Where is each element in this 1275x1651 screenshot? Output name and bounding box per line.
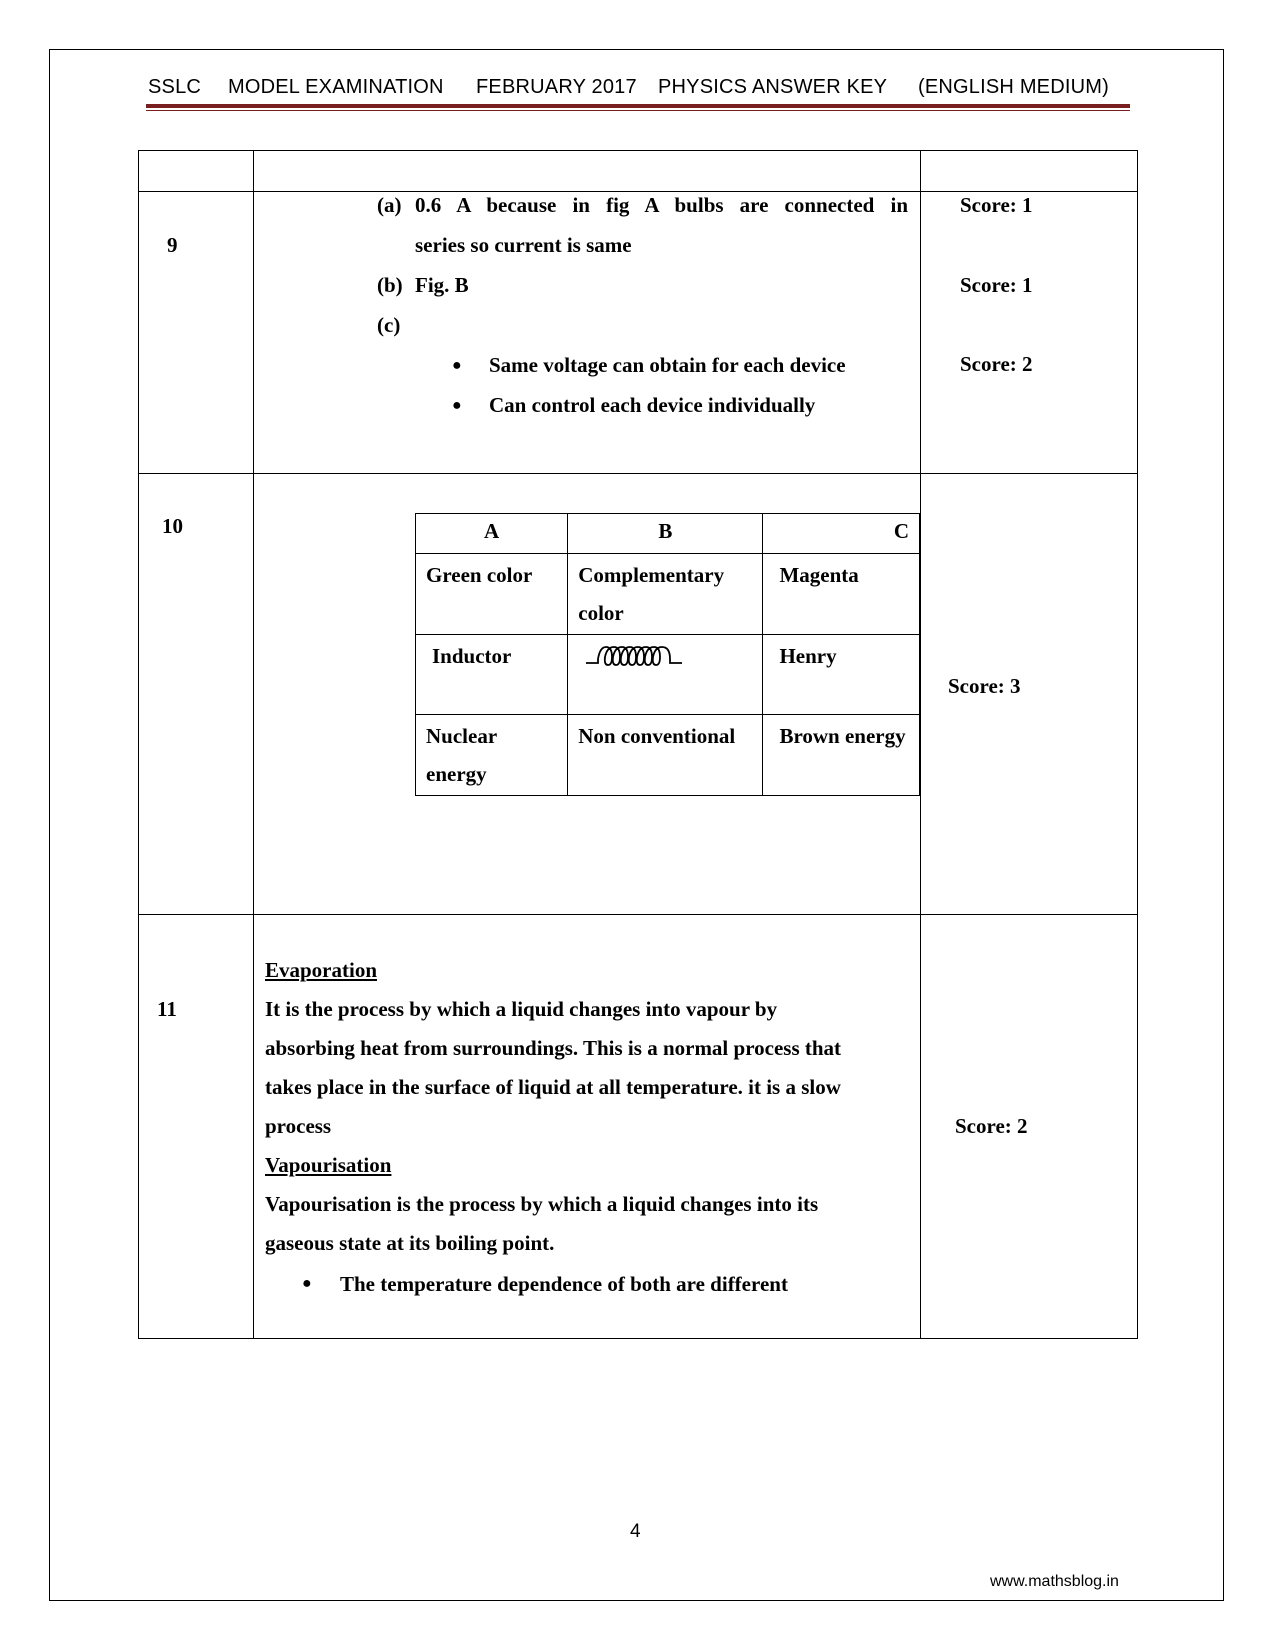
q11-para1-line: process [265, 1114, 332, 1138]
table-blank-cell [253, 150, 921, 192]
bullet-icon: ● [452, 357, 462, 374]
q11-para1-line: takes place in the surface of liquid at all temperature. it is a slow [265, 1075, 841, 1099]
q11-para2-line: gaseous state at its boiling point. [265, 1231, 555, 1255]
q9-number-cell [138, 191, 254, 474]
q9-c-label: (c) [377, 313, 401, 337]
q10-cell: Inductor [416, 635, 568, 715]
bullet-icon: ● [452, 397, 462, 414]
q11-score: Score: 2 [955, 1114, 1028, 1138]
bullet-icon: ● [302, 1275, 312, 1292]
q11-heading-vapourisation: Vapourisation [265, 1153, 392, 1177]
header-exam: SSLC [148, 76, 202, 98]
q9-a-line1: 0.6 A because in fig A bulbs are connected in [415, 193, 908, 217]
q9-score-a: Score: 1 [960, 193, 1033, 217]
header-medium: (ENGLISH MEDIUM) [918, 76, 1109, 98]
q9-score-b: Score: 1 [960, 273, 1033, 297]
q9-bullet-2: Can control each device individually [489, 393, 816, 417]
header-subject: PHYSICS ANSWER KEY [658, 76, 888, 98]
table-blank-cell [138, 150, 254, 192]
q11-bullet: The temperature dependence of both are different [340, 1272, 788, 1296]
q11-para1-line: It is the process by which a liquid changes into vapour by [265, 997, 778, 1021]
q10-score: Score: 3 [948, 674, 1021, 698]
q10-header-c: C [763, 514, 920, 554]
q9-b-text: Fig. B [415, 273, 469, 297]
q10-cell: Complementary color [568, 554, 763, 635]
q11-heading-evaporation: Evaporation [265, 958, 378, 982]
q10-number: 10 [162, 514, 183, 538]
q9-a-line2: series so current is same [415, 233, 632, 257]
q10-cell: Magenta [763, 554, 920, 635]
page-number: 4 [630, 1521, 641, 1542]
inductor-coil-icon [578, 637, 728, 677]
q9-bullet-1: Same voltage can obtain for each device [489, 353, 846, 377]
q10-header-b: B [568, 514, 763, 554]
header-date: FEBRUARY 2017 [476, 76, 637, 98]
q11-score-cell [920, 914, 1138, 1339]
q10-number-cell [138, 473, 254, 915]
q10-cell: Nuclear energy [416, 715, 568, 796]
q10-match-table [415, 513, 920, 796]
q10-cell: Brown energy [763, 715, 920, 796]
header-title: MODEL EXAMINATION [228, 76, 444, 98]
q9-a-label: (a) [377, 193, 402, 217]
q10-cell: Non conventional [568, 715, 763, 796]
inductor-symbol-cell [568, 635, 763, 715]
table-blank-cell [920, 150, 1138, 192]
header-rule [146, 104, 1130, 108]
website-credit: www.mathsblog.in [990, 1573, 1119, 1590]
q9-score-cell [920, 191, 1138, 474]
q11-number: 11 [157, 997, 177, 1021]
q10-cell: Green color [416, 554, 568, 635]
q9-score-c: Score: 2 [960, 352, 1033, 376]
q9-b-label: (b) [377, 273, 403, 297]
q11-para2-line: Vapourisation is the process by which a liquid changes into its [265, 1192, 819, 1216]
header-rule-thin [146, 110, 1130, 111]
q11-para1-line: absorbing heat from surroundings. This is a normal process that [265, 1036, 842, 1060]
q11-number-cell [138, 914, 254, 1339]
q10-header-a: A [416, 514, 568, 554]
q10-cell: Henry [763, 635, 920, 715]
q9-number: 9 [167, 233, 178, 257]
